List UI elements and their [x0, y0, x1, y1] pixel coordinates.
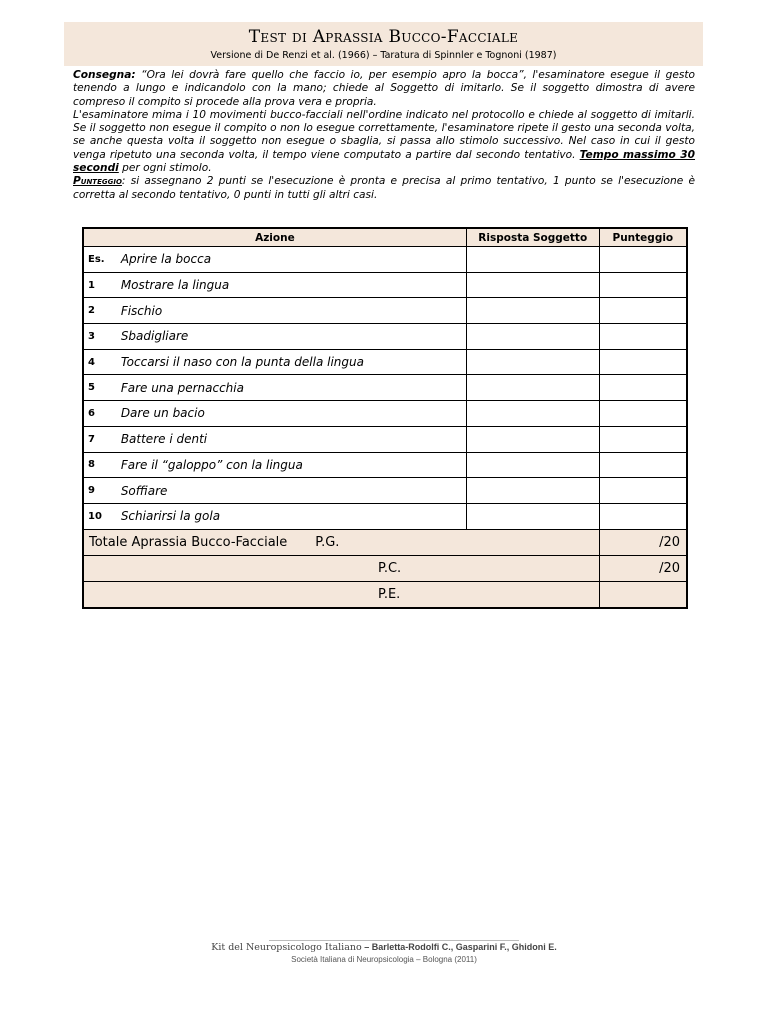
score-cell[interactable] [599, 349, 687, 375]
footer-kit: Kit del Neuropsicologo Italiano [211, 942, 362, 953]
item-number: 4 [83, 349, 117, 375]
response-cell[interactable] [466, 247, 599, 273]
table-row [83, 349, 687, 375]
item-number: Es. [83, 247, 117, 273]
header-azione: Azione [83, 228, 466, 247]
score-cell[interactable] [599, 375, 687, 401]
response-cell[interactable] [466, 452, 599, 478]
item-number: 9 [83, 478, 117, 504]
pe-label: P.E. [378, 586, 401, 602]
table-row [83, 247, 687, 273]
item-action: Battere i denti [117, 426, 466, 452]
table-row [83, 426, 687, 452]
score-cell[interactable] [599, 247, 687, 273]
consegna-label: Consegna: [73, 69, 136, 81]
total-row-pc [83, 555, 687, 581]
response-cell[interactable] [466, 426, 599, 452]
instructions [73, 69, 695, 202]
table-row [83, 298, 687, 324]
response-cell[interactable] [466, 324, 599, 350]
item-number: 3 [83, 324, 117, 350]
item-action: Toccarsi il naso con la punta della lingua [117, 349, 466, 375]
table-row [83, 272, 687, 298]
score-cell[interactable] [599, 478, 687, 504]
procedure-text: L'esaminatore mima i 10 movimenti bucco-facciali nell'ordine indicato nel protocollo e chiede al soggetto di imitarli. Se il soggetto non esegue il compito o non lo esegue correttamente, l'esaminatore ripete il gesto una seconda volta, se anche questa volta il soggetto non esegue o sbaglia, si passa allo stimolo successivo. Nel caso in cui il gesto venga ripetuto una seconda volta, il tempo viene computato a partire dal secondo tentativo. [73, 108, 695, 161]
pc-label-cell [83, 555, 599, 581]
total-row-pe [83, 581, 687, 608]
item-action: Fare il “galoppo” con la lingua [117, 452, 466, 478]
footer-authors: – Barletta-Rodolfi C., Gasparini F., Ghidoni E. [361, 942, 557, 952]
response-cell[interactable] [466, 375, 599, 401]
response-cell[interactable] [466, 478, 599, 504]
pc-label: P.C. [378, 560, 402, 576]
pg-label: P.G. [315, 534, 340, 550]
response-cell[interactable] [466, 503, 599, 529]
response-cell[interactable] [466, 272, 599, 298]
table-header-row [83, 228, 687, 247]
response-cell[interactable] [466, 349, 599, 375]
score-cell[interactable] [599, 401, 687, 427]
score-cell[interactable] [599, 452, 687, 478]
scoring-table [82, 227, 688, 609]
total-label-cell [83, 529, 599, 555]
response-cell[interactable] [466, 298, 599, 324]
footer-credits [0, 942, 768, 953]
consegna-text: “Ora lei dovrà fare quello che faccio io, per esempio apro la bocca”, l'esaminatore esegue il gesto tenendo a lungo e indicandolo con la mano; chiede al Soggetto di imitarlo. Se il soggetto dimostra di avere compreso il compito si procede alla prova vera e propria. [73, 69, 695, 108]
page-subtitle: Versione di De Renzi et al. (1966) – Taratura di Spinnler e Tognoni (1987) [210, 50, 557, 61]
pe-label-cell [83, 581, 599, 608]
item-action: Soffiare [117, 478, 466, 504]
item-number: 7 [83, 426, 117, 452]
page-title: Test di Aprassia Bucco-Facciale [248, 27, 519, 47]
response-cell[interactable] [466, 401, 599, 427]
punteggio-paragraph [73, 175, 695, 202]
item-number: 2 [83, 298, 117, 324]
procedure-text-end: per ogni stimolo. [118, 162, 212, 175]
table-row [83, 452, 687, 478]
header-punteggio: Punteggio [599, 228, 687, 247]
item-action: Schiarirsi la gola [117, 503, 466, 529]
pg-score[interactable]: /20 [599, 529, 687, 555]
score-cell[interactable] [599, 272, 687, 298]
item-number: 6 [83, 401, 117, 427]
score-cell[interactable] [599, 324, 687, 350]
item-action: Sbadigliare [117, 324, 466, 350]
procedure-paragraph [73, 109, 695, 175]
item-number: 5 [83, 375, 117, 401]
consegna-paragraph [73, 69, 695, 109]
pc-score[interactable]: /20 [599, 555, 687, 581]
item-action: Mostrare la lingua [117, 272, 466, 298]
table-row [83, 478, 687, 504]
footer-divider [269, 940, 519, 941]
footer-society: Società Italiana di Neuropsicologia – Bologna (2011) [291, 955, 477, 964]
punteggio-label: Punteggio [73, 175, 122, 188]
table-row [83, 503, 687, 529]
score-cell[interactable] [599, 426, 687, 452]
table-row [83, 375, 687, 401]
item-number: 8 [83, 452, 117, 478]
item-number: 10 [83, 503, 117, 529]
table-row [83, 401, 687, 427]
page-header [64, 22, 703, 66]
total-label: Totale Aprassia Bucco-Facciale [89, 534, 288, 550]
item-action: Fischio [117, 298, 466, 324]
item-action: Fare una pernacchia [117, 375, 466, 401]
header-risposta: Risposta Soggetto [466, 228, 599, 247]
pe-score[interactable] [599, 581, 687, 608]
score-cell[interactable] [599, 503, 687, 529]
punteggio-text: : si assegnano 2 punti se l'esecuzione è pronta e precisa al primo tentativo, 1 punto se l'esecuzione è corretta al secondo tentativo, 0 punti in tutti gli altri casi. [73, 175, 695, 201]
item-action: Aprire la bocca [117, 247, 466, 273]
item-action: Dare un bacio [117, 401, 466, 427]
total-row-pg [83, 529, 687, 555]
score-cell[interactable] [599, 298, 687, 324]
time-limit: Tempo massimo 30 secondi [73, 148, 696, 175]
table-row [83, 324, 687, 350]
item-number: 1 [83, 272, 117, 298]
